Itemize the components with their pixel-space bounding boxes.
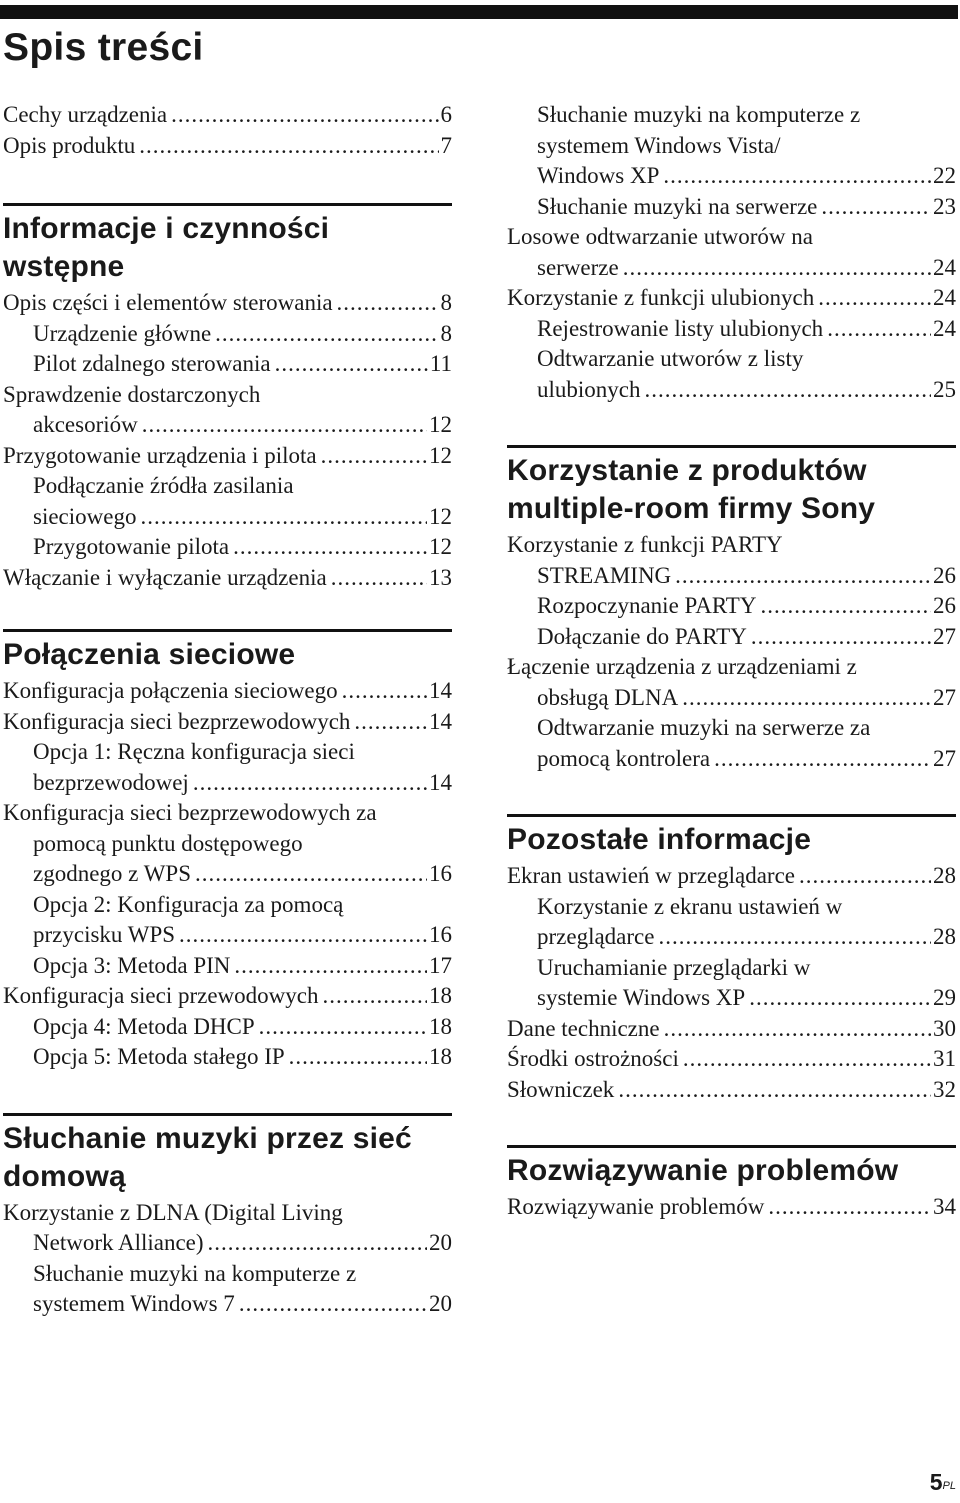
header-bar [0, 5, 958, 19]
language-code: PL [942, 1480, 956, 1492]
toc-left-column [3, 96, 452, 1320]
toc-entry[interactable]: Korzystanie z ekranu ustawień w przeglądarce ..... 28 [507, 892, 956, 953]
toc-entry[interactable]: Dane techniczne ..... 30 [507, 1014, 956, 1045]
toc-entry[interactable]: Odtwarzanie utworów z listy ulubionych ..... 25 [507, 344, 956, 405]
toc-entry[interactable]: Słuchanie muzyki na serwerze ..... 23 [507, 192, 956, 223]
toc-entry[interactable]: Opcja 5: Metoda stałego IP ..... 18 [3, 1042, 452, 1073]
toc-entry[interactable]: Korzystanie z funkcji PARTY STREAMING ..... 26 [507, 530, 956, 591]
toc-entry[interactable]: Rejestrowanie listy ulubionych ..... 24 [507, 314, 956, 345]
toc-section-multiroom [507, 445, 956, 774]
toc-entry[interactable]: Opcja 2: Konfiguracja za pomocą przycisku WPS ..... 16 [3, 890, 452, 951]
toc-entry[interactable]: Korzystanie z funkcji ulubionych ..... 24 [507, 283, 956, 314]
toc-entry[interactable]: Włączanie i wyłączanie urządzenia ..... 13 [3, 563, 452, 594]
toc-entry[interactable]: Przygotowanie pilota ..... 12 [3, 532, 452, 563]
section-heading: Słuchanie muzyki przez sieć domową [3, 1121, 412, 1193]
toc-entry[interactable]: Słowniczek ..... 32 [507, 1075, 956, 1106]
toc-entry[interactable]: Uruchamianie przeglądarki w systemie Windows XP ..... 29 [507, 953, 956, 1014]
section-heading: Korzystanie z produktów multiple-room firmy Sony [507, 454, 876, 525]
toc-intro [3, 96, 452, 161]
page-number: $5^{PL}$ [929, 1469, 956, 1495]
toc-entry[interactable]: Opis produktu ..... 7 [3, 131, 452, 162]
toc-entry[interactable]: Urządzenie główne ..... 8 [3, 319, 452, 350]
toc-entry[interactable]: Cechy urządzenia ..... 6 [3, 100, 452, 131]
toc-entry[interactable]: Dołączanie do PARTY ..... 27 [507, 622, 956, 653]
toc-section-home-network-music-continued [507, 96, 956, 405]
toc-right-column [507, 96, 956, 1223]
toc-entry[interactable]: Słuchanie muzyki na komputerze z systemem Windows 7 ..... 20 [3, 1259, 452, 1320]
toc-entry[interactable]: Opcja 1: Ręczna konfiguracja sieci bezprzewodowej ..... 14 [3, 737, 452, 798]
toc-entry[interactable]: Konfiguracja sieci bezprzewodowych ..... 14 [3, 707, 452, 738]
toc-entry[interactable]: Korzystanie z DLNA (Digital Living Network Alliance) ..... 20 [3, 1198, 452, 1259]
toc-entry[interactable]: Konfiguracja sieci bezprzewodowych za pomocą punktu dostępowego zgodnego z WPS ..... 16 [3, 798, 452, 890]
toc-entry[interactable]: Sprawdzenie dostarczonych akcesoriów ..... 12 [3, 380, 452, 441]
toc-entry[interactable]: Ekran ustawień w przeglądarce ..... 28 [507, 861, 956, 892]
toc-entry[interactable]: Opis części i elementów sterowania ..... 8 [3, 288, 452, 319]
section-heading: Informacje i czynności wstępne [3, 212, 330, 283]
toc-section-home-network-music [3, 1113, 452, 1320]
toc-entry[interactable]: Opcja 4: Metoda DHCP ..... 18 [3, 1012, 452, 1043]
toc-entry[interactable]: Konfiguracja połączenia sieciowego ..... 14 [3, 676, 452, 707]
toc-section-network [3, 629, 452, 1073]
toc-entry[interactable]: Losowe odtwarzanie utworów na serwerze ..... 24 [507, 222, 956, 283]
toc-section-troubleshooting [507, 1145, 956, 1223]
toc-entry[interactable]: Rozwiązywanie problemów ..... 34 [507, 1192, 956, 1223]
toc-entry[interactable]: Słuchanie muzyki na komputerze z systemem Windows Vista/ Windows XP ..... 22 [507, 100, 956, 192]
section-heading: Rozwiązywanie problemów [507, 1154, 899, 1187]
toc-entry[interactable]: Konfiguracja sieci przewodowych ..... 18 [3, 981, 452, 1012]
toc-entry[interactable]: Przygotowanie urządzenia i pilota ..... 12 [3, 441, 452, 472]
page-title: Spis treści [3, 26, 204, 69]
section-heading: Pozostałe informacje [507, 823, 812, 856]
toc-entry[interactable]: Łączenie urządzenia z urządzeniami z obsługą DLNA ..... 27 [507, 652, 956, 713]
toc-entry[interactable]: Opcja 3: Metoda PIN ..... 17 [3, 951, 452, 982]
toc-entry[interactable]: Pilot zdalnego sterowania ..... 11 [3, 349, 452, 380]
toc-section-other-info [507, 814, 956, 1105]
toc-entry[interactable]: Odtwarzanie muzyki na serwerze za pomocą kontrolera ..... 27 [507, 713, 956, 774]
section-heading: Połączenia sieciowe [3, 638, 296, 671]
toc-entry[interactable]: Rozpoczynanie PARTY ..... 26 [507, 591, 956, 622]
toc-section-getting-started [3, 203, 452, 593]
toc-entry[interactable]: Podłączanie źródła zasilania sieciowego ..... 12 [3, 471, 452, 532]
toc-entry[interactable]: Środki ostrożności ..... 31 [507, 1044, 956, 1075]
